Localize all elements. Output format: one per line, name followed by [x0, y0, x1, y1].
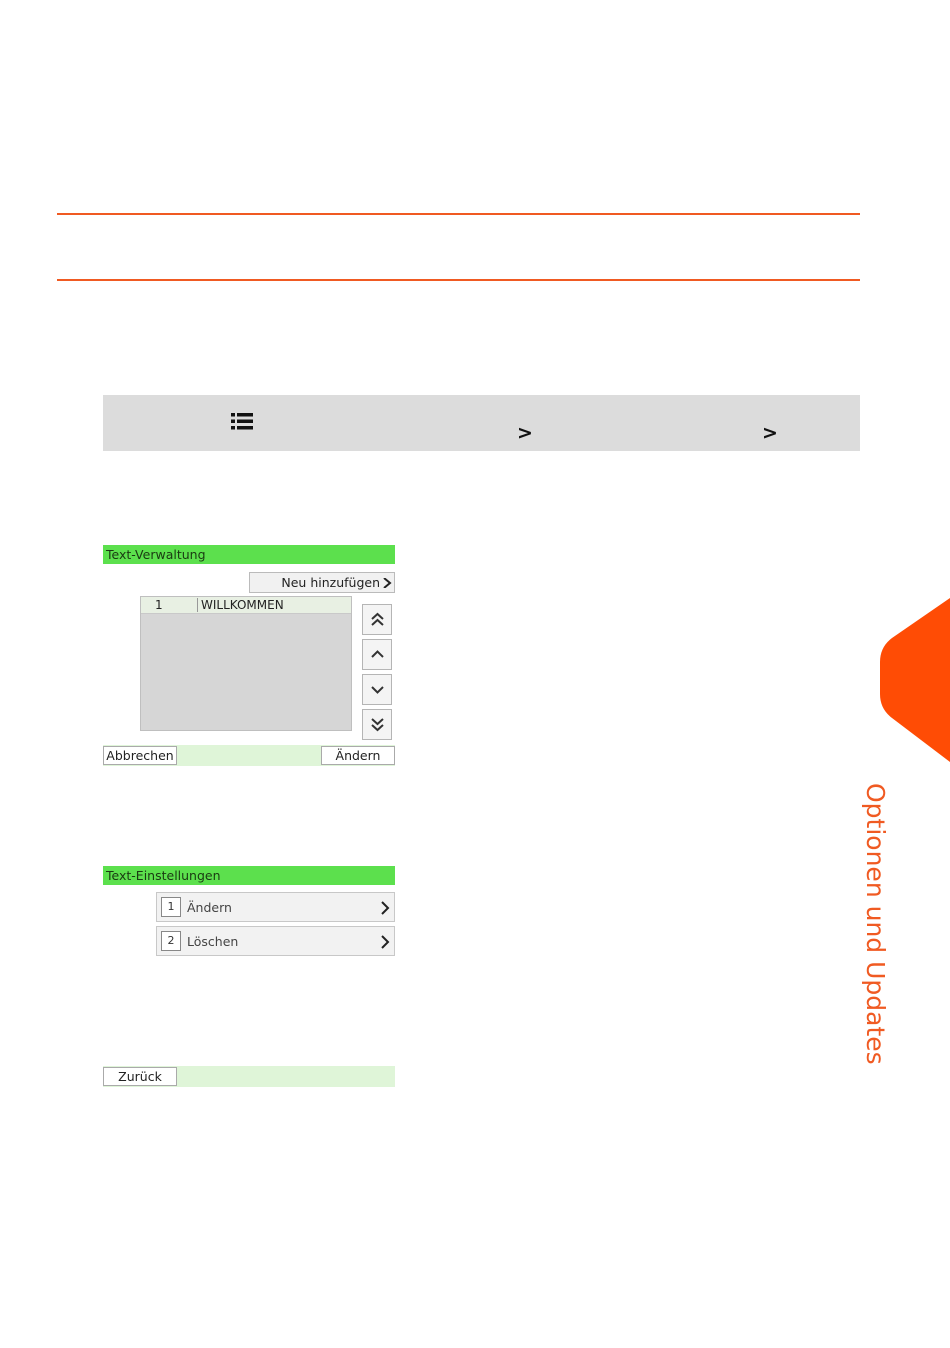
option-number: 1: [161, 897, 181, 917]
text-settings-screen: [103, 866, 395, 1087]
option-label: Ändern: [187, 900, 232, 915]
chevron-right-icon: [382, 578, 392, 588]
option-delete[interactable]: [156, 926, 395, 956]
back-button[interactable]: Zurück: [103, 1067, 177, 1086]
list-item-number: 1: [155, 598, 163, 612]
list-item[interactable]: [141, 597, 351, 614]
screen-title: Text-Verwaltung: [103, 545, 395, 564]
option-change[interactable]: [156, 892, 395, 922]
chevron-down-icon: [370, 682, 385, 697]
list-item-text: WILLKOMMEN: [201, 598, 284, 612]
text-management-screen: [103, 545, 395, 766]
add-new-button[interactable]: [249, 572, 395, 593]
scroll-bottom-button[interactable]: [362, 709, 392, 740]
cancel-button[interactable]: Abbrechen: [103, 746, 177, 765]
change-button[interactable]: Ändern: [321, 746, 395, 765]
chapter-title-text: Optionen und Updates: [861, 783, 890, 1065]
menu-list-icon: [230, 411, 254, 431]
option-number: 2: [161, 931, 181, 951]
chapter-tab-shape: [870, 590, 950, 770]
scroll-top-button[interactable]: [362, 604, 392, 635]
chevron-up-icon: [370, 647, 385, 662]
scroll-down-button[interactable]: [362, 674, 392, 705]
column-divider: [197, 598, 198, 612]
chevron-right-icon: [380, 935, 390, 949]
text-list[interactable]: [140, 596, 352, 731]
header-rule-bottom: [57, 279, 860, 281]
double-chevron-down-icon: [370, 717, 385, 732]
option-label: Löschen: [187, 934, 239, 949]
menu-path-bar: [103, 395, 860, 451]
screen-footer: [103, 745, 395, 766]
chevron-right-icon: [380, 901, 390, 915]
path-separator-1: >: [517, 422, 533, 444]
screen-title: Text-Einstellungen: [103, 866, 395, 885]
path-separator-2: >: [762, 422, 778, 444]
scroll-up-button[interactable]: [362, 639, 392, 670]
add-new-label: Neu hinzufügen: [281, 575, 380, 590]
screen-footer: [103, 1066, 395, 1087]
double-chevron-up-icon: [370, 612, 385, 627]
header-rule-top: [57, 213, 860, 215]
